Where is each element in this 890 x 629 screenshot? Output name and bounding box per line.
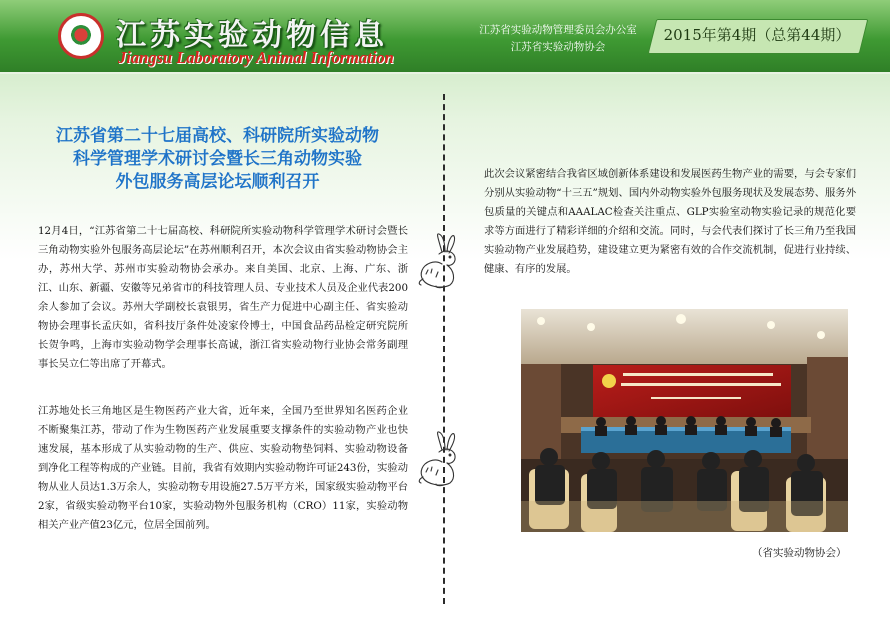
article-paragraph-1: 12月4日，“江苏省第二十七届高校、科研院所实验动物科学管理学术研讨会暨长三角动物实验外包服务高层论坛”在苏州顺利召开，本次会议由省实验动物协会主办，苏州大学、苏州市实验动物协会承办。来自美国、北京、上海、广东、浙江、山东、新疆、安徽等兄弟省市的科技管理人员、专业技术人员及企业代表200余人参加了会议。苏州大学副校长袁银男，省生产力促进中心副主任、省实验动物协会理事长孟庆如，省科技厅条件处凌家伶博士，中国食品药品检定研究院所长贺争鸣，上海市实验动物学会理事长高诚，浙江省实验动物行业协会常务副理事长吴立仁等出席了开幕式。 (38, 225, 408, 370)
article-paragraph-2: 江苏地处长三角地区是生物医药产业大省，近年来，全国乃至世界知名医药企业不断聚集江苏，带动了作为生物医药产业发展重要支撑条件的实验动物产业也快速发展，基本形成了从实验动物的生产、供应、实验动物垫饲料、实验动物设备到净化工程等构成的产业链。目前，我省有效期内实验动物许可证243份，实验动物从业人员达1.3万余人，实验动物专用设施27.5万平方米，国家级实验动物平台2家，省级实验动物平台10家，实验动物外包服务机构（CRO）11家，实验动物相关产业产值23亿元，位居全国前列。 (38, 405, 408, 531)
issue-number: 2015年第4期（总第44期） (663, 26, 851, 44)
rabbit-sketch-icon (414, 430, 466, 488)
rabbit-sketch-icon (414, 232, 466, 290)
headline-line-2: 科学管理学术研讨会暨长三角动物实验 (73, 149, 362, 169)
headline-line-3: 外包服务高层论坛顺利召开 (115, 172, 320, 192)
publication-title-english: Jiangsu Laboratory Animal Information (118, 48, 394, 67)
article-headline (40, 125, 395, 194)
publisher-line-2: 江苏省实验动物协会 (510, 41, 606, 53)
article-paragraph-3: 此次会议紧密结合我省区域创新体系建设和发展医药生物产业的需要，与会专家们分别从实验动物“十三五”规划、国内外动物实验外包服务现状及发展态势、服务外包质量的关键点和AAALAC检查关注重点、GLP实验室动物实验记录的规范化要求等方面进行了精彩详细的介绍和交流。同时，与会代表们探讨了长三角乃至我国实验动物产业发展趋势，建设建立更为紧密有效的合作交流机制，促进行业持续、健康、有序的发展。 (484, 168, 856, 275)
column-divider (443, 94, 445, 604)
conference-photo (521, 309, 848, 532)
masthead (0, 0, 890, 74)
headline-line-1: 江苏省第二十七届高校、科研院所实验动物 (56, 126, 379, 146)
publisher-block (478, 22, 638, 56)
article-credit: （省实验动物协会） (752, 547, 847, 559)
association-logo-icon (58, 13, 104, 59)
publisher-line-1: 江苏省实验动物管理委员会办公室 (479, 24, 637, 36)
publication-title: 江苏实验动物信息 (116, 18, 388, 53)
